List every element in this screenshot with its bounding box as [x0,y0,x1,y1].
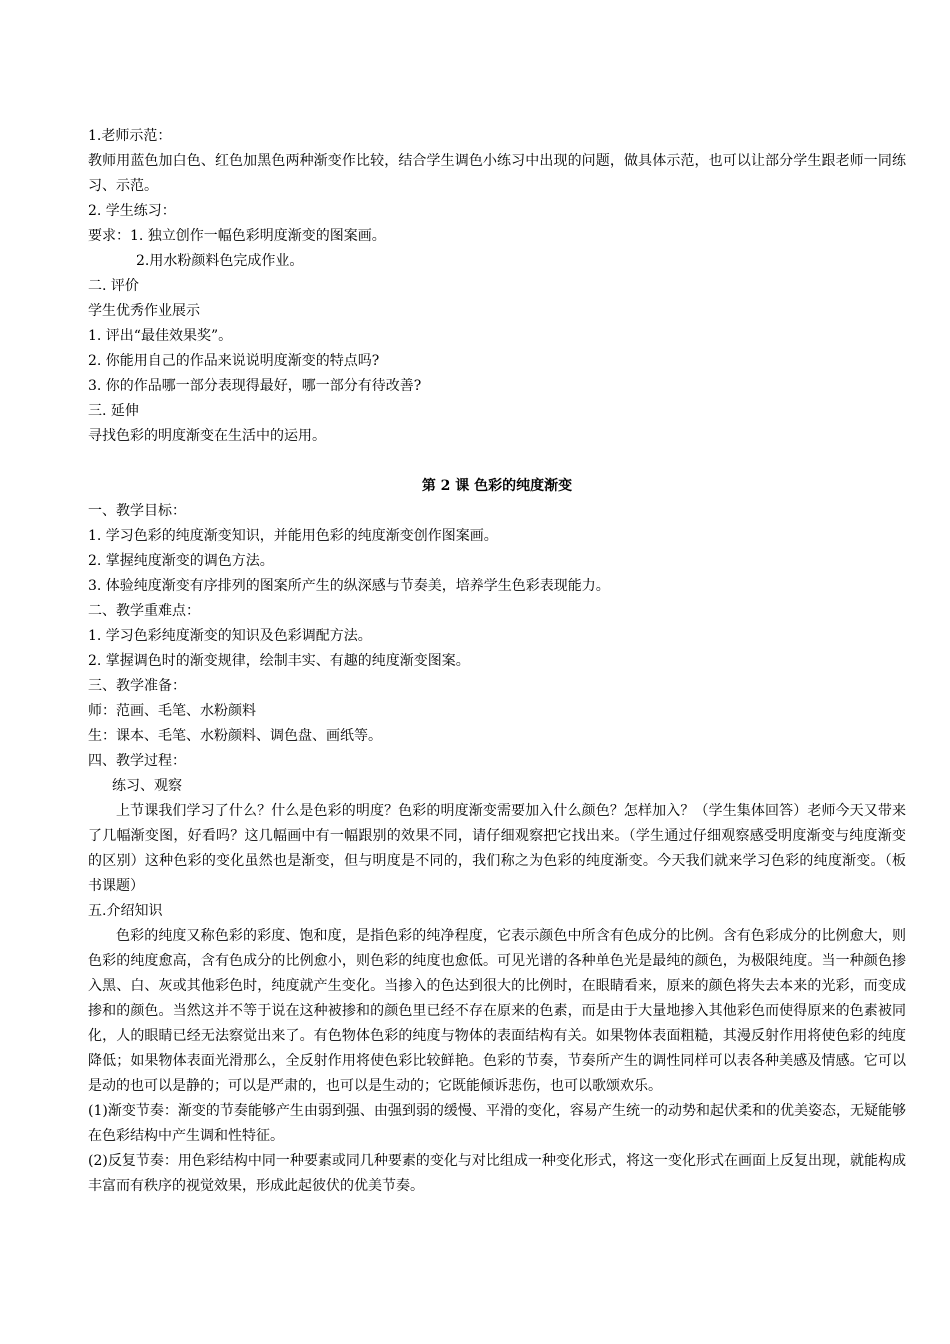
evaluation-item-1: 1. 评出“最佳效果奖”。 [88,328,233,344]
intro-paragraph: 色彩的纯度又称色彩的彩度、饱和度，是指色彩的纯净程度，它表示颜色中所含有色成分的比例。含有色彩成分的比例愈大，则色彩的纯度愈高，含有色成分的比例愈小，则色彩的纯度也愈低。可见光谱的各种单色光是最纯的颜色，为极限纯度。当一种颜色掺入黑、白、灰或其他彩色时，纯度就产生变化。当掺入的色达到很大的比例时，在眼睛看来，原来的颜色将失去本来的光彩，而变成掺和的颜色。当然这并不等于说在这种被掺和的颜色里已经不存在原来的色素，而是由于大量地掺入其他彩色而使得原来的色素被同化，人的眼睛已经无法察觉出来了。有色物体色彩的纯度与物体的表面结构有关。如果物体表面粗糙，其漫反射作用将使色彩的纯度降低；如果物体表面光滑那么，全反射作用将使色彩比较鲜艳。色彩的节奏，节奏所产生的调性同样可以表各种美感及情感。它可以是动的也可以是静的；可以是严肃的，也可以是生动的；它既能倾诉悲伤，也可以歌颂欢乐。 [88,928,906,1094]
evaluation-heading: 二. 评价 [88,278,139,294]
teacher-demo-heading: 1.老师示范： [88,128,172,144]
key-point-1: 1. 学习色彩纯度渐变的知识及色彩调配方法。 [88,628,372,644]
process-paragraph: 上节课我们学习了什么？什么是色彩的明度？色彩的明度渐变需要加入什么颜色？怎样加入？（学生集体回答）老师今天又带来了几幅渐变图，好看吗？这几幅画中有一幅跟别的效果不同，请仔细观察把它找出来。（学生通过仔细观察感受明度渐变与纯度渐变的区别）这种色彩的变化虽然也是渐变，但与明度是不同的，我们称之为色彩的纯度渐变。今天我们就来学习色彩的纯度渐变。（板书课题） [88,803,906,894]
teacher-demo-text: 教师用蓝色加白色、红色加黑色两种渐变作比较，结合学生调色小练习中出现的问题，做具体示范，也可以让部分学生跟老师一同练习、示范。 [88,153,906,194]
preparation-heading: 三、教学准备： [88,678,186,694]
spacer [88,449,906,474]
process-subheading: 练习、观察 [112,778,182,794]
extension-heading: 三. 延伸 [88,403,139,419]
goal-3: 3. 体验纯度渐变有序排列的图案所产生的纵深感与节奏美，培养学生色彩表现能力。 [88,578,610,594]
document-page [88,124,906,1199]
preparation-teacher: 师：范画、毛笔、水粉颜料 [88,703,256,719]
goal-2: 2. 掌握纯度渐变的调色方法。 [88,553,274,569]
requirement-1: 要求：1. 独立创作一幅色彩明度渐变的图案画。 [88,228,386,244]
process-heading: 四、教学过程： [88,753,186,769]
intro-heading: 五.介绍知识 [88,903,163,919]
key-point-2: 2. 掌握调色时的渐变规律，绘制丰实、有趣的纯度渐变图案。 [88,653,470,669]
key-points-heading: 二、教学重难点： [88,603,200,619]
goals-heading: 一、教学目标： [88,503,186,519]
goal-1: 1. 学习色彩的纯度渐变知识，并能用色彩的纯度渐变创作图案画。 [88,528,498,544]
rhythm-repeat: (2)反复节奏：用色彩结构中同一种要素或同几种要素的变化与对比组成一种变化形式，将这一变化形式在画面上反复出现，就能构成丰富而有秩序的视觉效果，形成此起彼伏的优美节奏。 [88,1153,906,1194]
extension-text: 寻找色彩的明度渐变在生活中的运用。 [88,428,326,444]
evaluation-item-3: 3. 你的作品哪一部分表现得最好，哪一部分有待改善? [88,378,422,394]
student-practice-heading: 2. 学生练习： [88,203,176,219]
preparation-student: 生：课本、毛笔、水粉颜料、调色盘、画纸等。 [88,728,382,744]
requirement-2: 2.用水粉颜料色完成作业。 [136,253,304,269]
rhythm-gradual: (1)渐变节奏：渐变的节奏能够产生由弱到强、由强到弱的缓慢、平滑的变化，容易产生统一的动势和起伏柔和的优美姿态，无疑能够在色彩结构中产生调和性特征。 [88,1103,906,1144]
evaluation-item-2: 2. 你能用自己的作品来说说明度渐变的特点吗? [88,353,380,369]
lesson-title: 第 2 课 色彩的纯度渐变 [421,478,573,494]
evaluation-intro: 学生优秀作业展示 [88,303,200,319]
